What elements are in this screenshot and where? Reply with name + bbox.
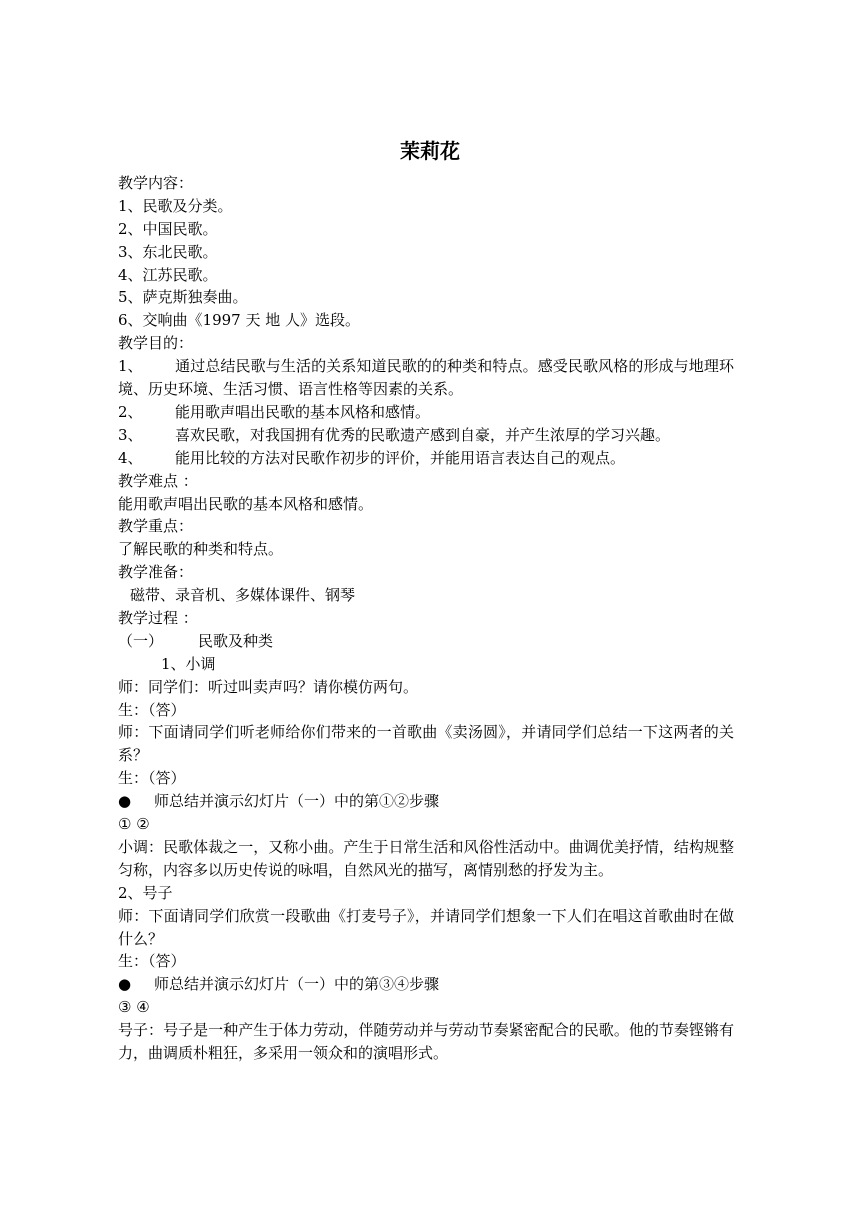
- document-title: 茉莉花: [400, 139, 460, 163]
- content-item: 2、中国民歌。: [118, 219, 218, 238]
- section-heading: [118, 630, 734, 653]
- subsection-heading: 2、号子: [118, 883, 173, 902]
- definition-paragraph: 小调：民歌体裁之一，又称小曲。产生于日常生活和风俗性活动中。曲调优美抒情，结构规整匀称，内容多以历史传说的咏唱，自然风光的描写，离情别愁的抒发为主。: [118, 837, 734, 879]
- key-text: 了解民歌的种类和特点。: [118, 540, 284, 559]
- goal-item: [118, 355, 734, 401]
- content-item: 1、民歌及分类。: [118, 196, 233, 215]
- dialogue-line: 师：同学们：听过叫卖声吗？请你模仿两句。: [118, 677, 419, 696]
- step-markers: ③ ④: [118, 998, 150, 1017]
- goal-item: [118, 447, 734, 470]
- goal-number: 4、: [118, 448, 143, 467]
- goal-text: 能用比较的方法对民歌作初步的评价，并能用语言表达自己的观点。: [175, 448, 626, 467]
- prep-text: 磁带、录音机、多媒体课件、钢琴: [130, 586, 356, 605]
- bullet-icon: ●: [118, 975, 132, 994]
- step-markers: ① ②: [118, 815, 150, 833]
- bullet-text: 师总结并演示幻灯片（一）中的第①②步骤: [154, 792, 440, 811]
- dialogue-line: 生：（答）: [118, 700, 186, 719]
- bullet-text: 师总结并演示幻灯片（一）中的第③④步骤: [154, 975, 440, 994]
- bullet-icon: ●: [118, 792, 132, 811]
- dialogue-line: 生：（答）: [118, 952, 186, 971]
- dialogue-paragraph: 师：下面请同学们听老师给你们带来的一首歌曲《卖汤圆》，并请同学们总结一下这两者的关系？: [118, 723, 734, 765]
- content-item: 4、江苏民歌。: [118, 265, 218, 284]
- dialogue-paragraph: 师：下面请同学们欣赏一段歌曲《打麦号子》，并请同学们想象一下人们在唱这首歌曲时在做什么？: [118, 906, 734, 948]
- section-label-key: 教学重点：: [118, 517, 194, 536]
- goal-number: 3、: [118, 425, 143, 444]
- content-item: 6、交响曲《1997 天 地 人》选段。: [118, 311, 361, 330]
- goal-number: 1、: [118, 357, 143, 376]
- section-number: （一）: [118, 631, 164, 650]
- subsection-heading: 1、小调: [161, 654, 216, 673]
- section-label-difficulty: 教学难点 ：: [118, 471, 198, 490]
- goal-text: 能用歌声唱出民歌的基本风格和感情。: [175, 402, 431, 421]
- section-label-process: 教学过程 ：: [118, 608, 198, 627]
- difficulty-text: 能用歌声唱出民歌的基本风格和感情。: [118, 494, 374, 513]
- goal-text: 通过总结民歌与生活的关系知道民歌的的种类和特点。感受民歌风格的形成与地理环境、历史环境、生活习惯、语言性格等因素的关系。: [118, 357, 734, 399]
- content-item: 3、东北民歌。: [118, 242, 218, 261]
- bullet-line: [118, 790, 734, 813]
- dialogue-line: 生：（答）: [118, 769, 186, 788]
- bullet-line: [118, 973, 734, 996]
- goal-item: [118, 424, 734, 447]
- goal-text: 喜欢民歌，对我国拥有优秀的民歌遗产感到自豪，并产生浓厚的学习兴趣。: [175, 425, 671, 444]
- section-label-prep: 教学准备：: [118, 563, 194, 582]
- definition-paragraph: 号子：号子是一种产生于体力劳动，伴随劳动并与劳动节奏紧密配合的民歌。他的节奏铿锵有力，曲调质朴粗狂，多采用一领众和的演唱形式。: [118, 1021, 734, 1062]
- goal-item: [118, 401, 734, 424]
- goal-number: 2、: [118, 402, 143, 421]
- content-item: 5、萨克斯独奏曲。: [118, 288, 248, 307]
- document-body: [118, 172, 734, 1065]
- section-label-content: 教学内容：: [118, 174, 194, 192]
- section-title: 民歌及种类: [198, 631, 274, 650]
- section-label-goals: 教学目的：: [118, 334, 194, 353]
